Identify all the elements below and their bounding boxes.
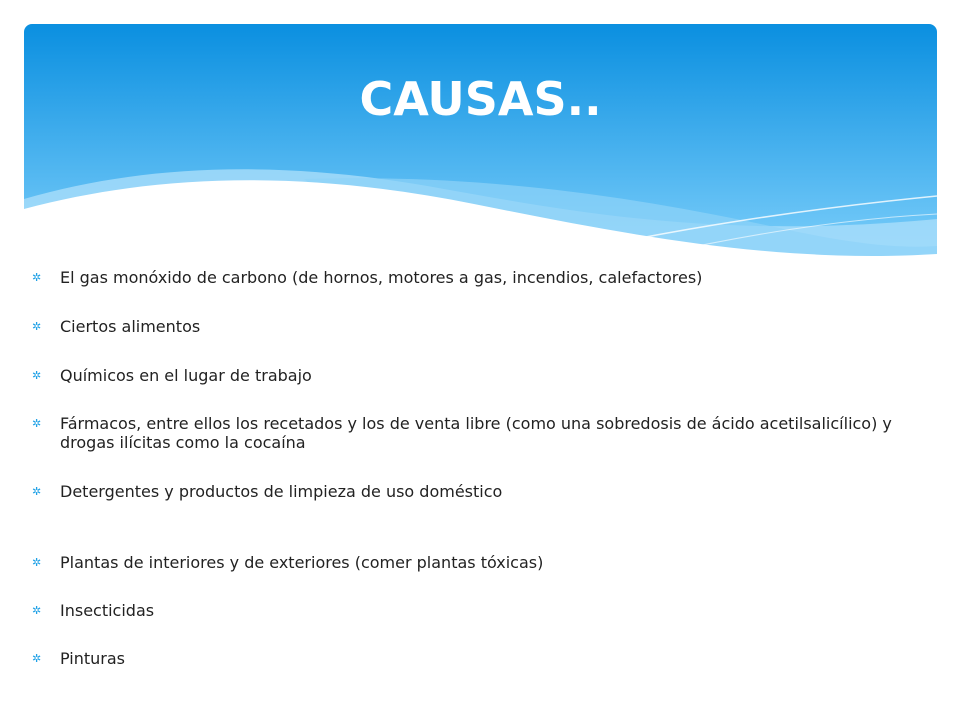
slide-title: CAUSAS.. [359,72,602,126]
bullet-icon: ✲ [32,485,42,498]
bullet-icon: ✲ [32,369,42,382]
list-item-text: Ciertos alimentos [60,317,201,336]
list-item [32,601,932,620]
list-item-text: Detergentes y productos de limpieza de uso doméstico [60,482,503,501]
list-item-text: Plantas de interiores y de exteriores (comer plantas tóxicas) [60,553,544,572]
bullet-icon: ✲ [32,417,42,430]
bullet-icon: ✲ [32,604,42,617]
bullet-icon: ✲ [32,652,42,665]
list-item [32,553,932,572]
header-banner [24,24,937,264]
list-item-text: El gas monóxido de carbono (de hornos, motores a gas, incendios, calefactores) [60,268,703,287]
bullet-icon: ✲ [32,320,42,333]
list-item [32,482,932,501]
list-item-text: Químicos en el lugar de trabajo [60,366,312,385]
list-item-text: Pinturas [60,649,126,668]
bullet-icon: ✲ [32,556,42,569]
bullet-icon: ✲ [32,271,42,284]
list-item [32,366,932,385]
list-item [32,268,932,287]
list-item [32,414,932,452]
wave-graphic [24,24,937,264]
list-item-text: Insecticidas [60,601,155,620]
list-item-text: Fármacos, entre ellos los recetados y los de venta libre (como una sobredosis de ácido acetilsalicílico) y drogas ilícitas como la cocaína [60,414,892,452]
list-item [32,317,932,336]
list-item [32,649,932,668]
